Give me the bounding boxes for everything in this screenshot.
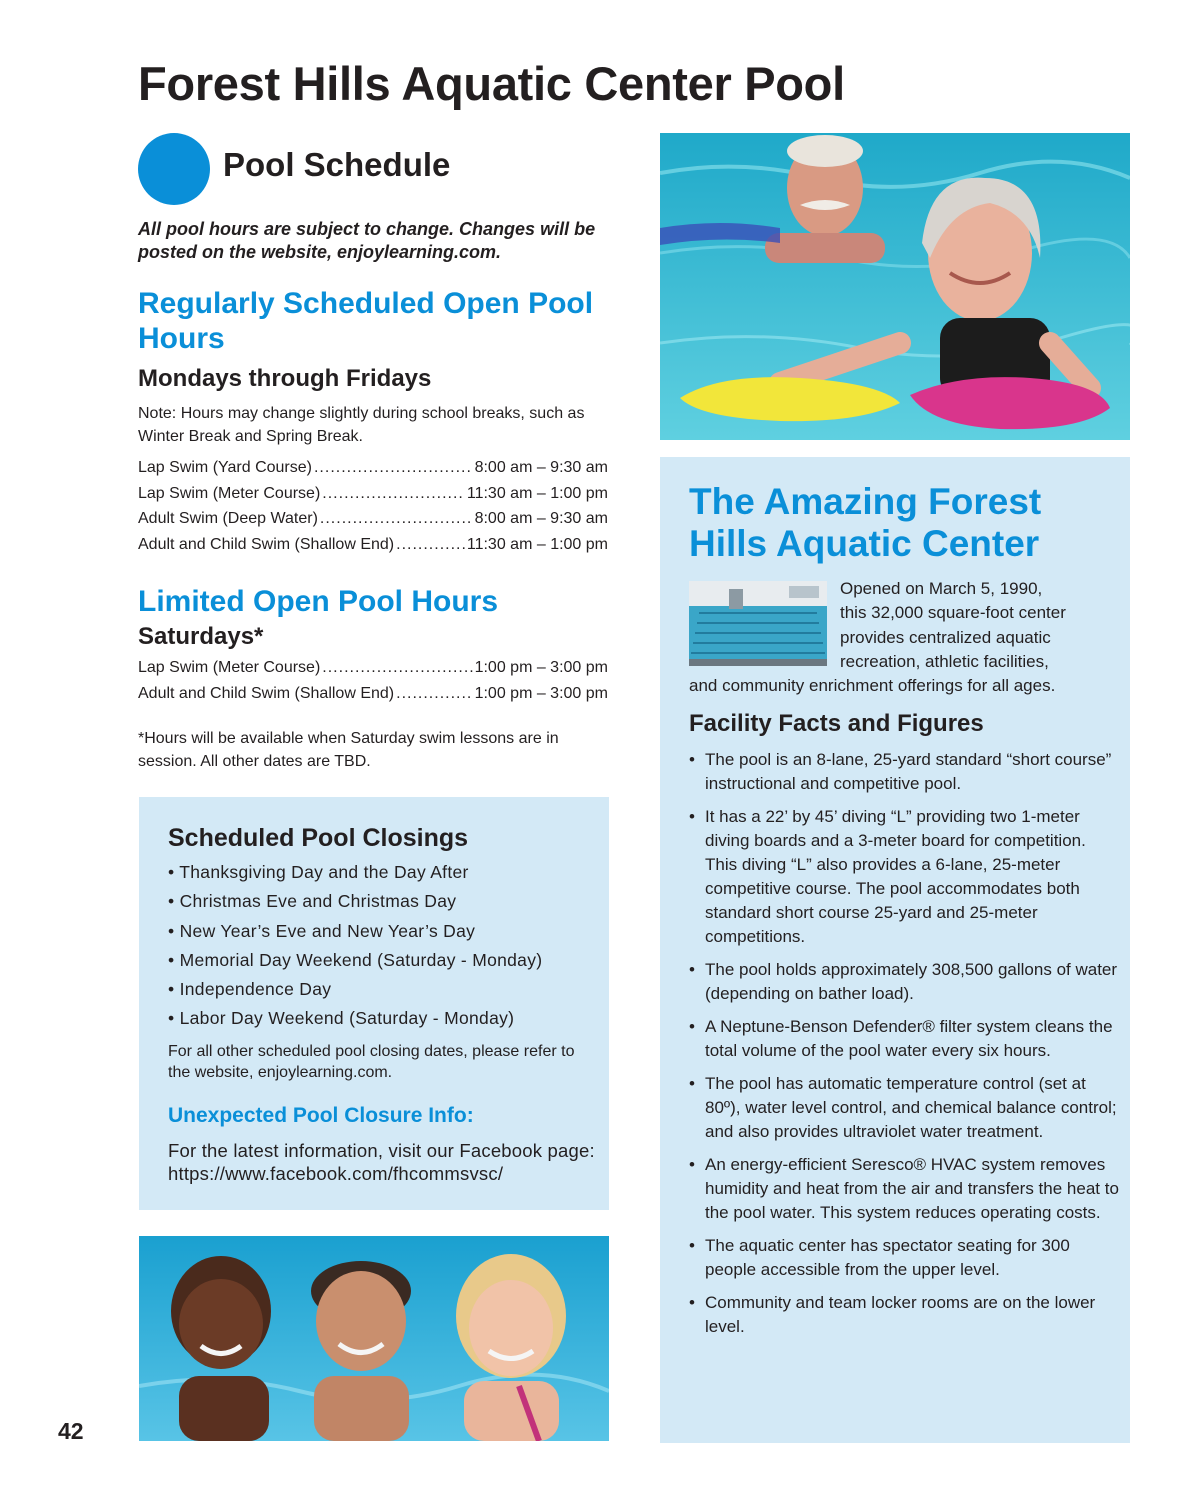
list-item: • The pool is an 8-lane, 25-yard standard “short course” instructional and competitive pool. (689, 748, 1119, 796)
regular-hours-heading: Regularly Scheduled Open Pool Hours (138, 287, 594, 355)
activity-label: Adult Swim (Deep Water) (138, 510, 318, 527)
facts-heading: Facility Facts and Figures (689, 710, 984, 737)
activity-time: 8:00 am – 9:30 am (474, 510, 608, 527)
list-item: • Community and team locker rooms are on the lower level. (689, 1291, 1119, 1339)
closings-list (168, 862, 542, 1038)
schedule-row (138, 685, 608, 711)
blue-circle-icon (138, 133, 210, 205)
dot-leader (322, 659, 472, 677)
page-title: Forest Hills Aquatic Center Pool (138, 57, 845, 110)
list-item: • An energy-efficient Seresco® HVAC system removes humidity and heat from the air and transfers the heat to the pool water. This system reduces operating costs. (689, 1153, 1119, 1225)
schedule-row (138, 485, 608, 511)
activity-label: Lap Swim (Meter Course) (138, 484, 321, 502)
activity-label: Adult and Child Swim (Shallow End) (138, 684, 395, 702)
facts-list (689, 748, 1119, 1348)
saturday-footnote: *Hours will be available when Saturday swim lessons are in session. All other dates are TBD. (138, 730, 559, 770)
activity-time: 1:00 pm – 3:00 pm (474, 659, 608, 676)
pool-schedule-heading: Pool Schedule (223, 146, 451, 183)
activity-time: 1:00 pm – 3:00 pm (474, 684, 608, 702)
dot-leader (320, 510, 473, 528)
list-item: • It has a 22’ by 45’ diving “L” providing two 1-meter diving boards and a 3-meter board for competition. This diving “L” also provides a 6-lane, 25-meter competitive course. The pool accommodates both standard short course 25-yard and 25-meter competitions. (689, 805, 1119, 949)
dot-leader (322, 485, 465, 503)
list-item: • Independence Day (168, 979, 542, 1008)
intro-line: this 32,000 square-foot center (840, 603, 1066, 623)
intro-line: provides centralized aquatic (840, 627, 1051, 647)
dot-leader (314, 459, 473, 477)
list-item: • New Year’s Eve and New Year’s Day (168, 921, 542, 950)
list-item: • The pool holds approximately 308,500 gallons of water (depending on bather load). (689, 958, 1119, 1006)
schedule-row (138, 459, 608, 485)
limited-hours-heading: Limited Open Pool Hours (138, 585, 499, 618)
center-intro (689, 577, 1119, 698)
schedule-row (138, 536, 608, 562)
activity-label: Lap Swim (Meter Course) (138, 659, 321, 676)
kids-swimming-photo (139, 1236, 609, 1441)
intro-line: and community enrichment offerings for all ages. (689, 676, 1056, 696)
list-item: • Thanksgiving Day and the Day After (168, 862, 542, 891)
page-number: 42 (58, 1418, 84, 1444)
list-item: • Memorial Day Weekend (Saturday - Monday) (168, 950, 542, 979)
closings-heading: Scheduled Pool Closings (168, 824, 469, 852)
list-item: • The aquatic center has spectator seating for 300 people accessible from the upper level. (689, 1234, 1119, 1282)
weekday-subheading: Mondays through Fridays (138, 365, 432, 392)
seniors-swimming-photo (660, 133, 1130, 440)
amazing-center-heading: The Amazing Forest Hills Aquatic Center (689, 481, 1042, 564)
schedule-row (138, 510, 608, 536)
dot-leader (396, 685, 472, 703)
schedule-notice: All pool hours are subject to change. Changes will be posted on the website, enjoylearning.com. (138, 219, 596, 262)
regular-hours-table (138, 459, 608, 561)
activity-time: 11:30 am – 1:00 pm (466, 535, 608, 553)
intro-line: recreation, athletic facilities, (840, 651, 1049, 671)
activity-time: 11:30 am – 1:00 pm (466, 484, 608, 502)
unexpected-closure-text: For the latest information, visit our Facebook page: https://www.facebook.com/fhcommsvsc/ (168, 1140, 595, 1184)
dot-leader (396, 536, 465, 554)
closings-note: For all other scheduled pool closing dates, please refer to the website, enjoylearning.com. (168, 1043, 575, 1081)
activity-label: Lap Swim (Yard Course) (138, 459, 312, 476)
list-item: • Christmas Eve and Christmas Day (168, 891, 542, 920)
list-item: • The pool has automatic temperature control (set at 80º), water level control, and chemical balance control; and also provides ultraviolet water treatment. (689, 1072, 1119, 1144)
schedule-row (138, 659, 608, 685)
intro-line: Opened on March 5, 1990, (840, 579, 1043, 598)
unexpected-closure-heading: Unexpected Pool Closure Info: (168, 1104, 474, 1127)
list-item: • A Neptune-Benson Defender® filter system cleans the total volume of the pool water every six hours. (689, 1015, 1119, 1063)
break-note: Note: Hours may change slightly during school breaks, such as Winter Break and Spring Break. (138, 405, 585, 445)
list-item: • Labor Day Weekend (Saturday - Monday) (168, 1008, 542, 1037)
limited-hours-table (138, 659, 608, 710)
activity-label: Adult and Child Swim (Shallow End) (138, 535, 395, 553)
activity-time: 8:00 am – 9:30 am (474, 459, 608, 476)
saturday-subheading: Saturdays* (138, 623, 264, 650)
